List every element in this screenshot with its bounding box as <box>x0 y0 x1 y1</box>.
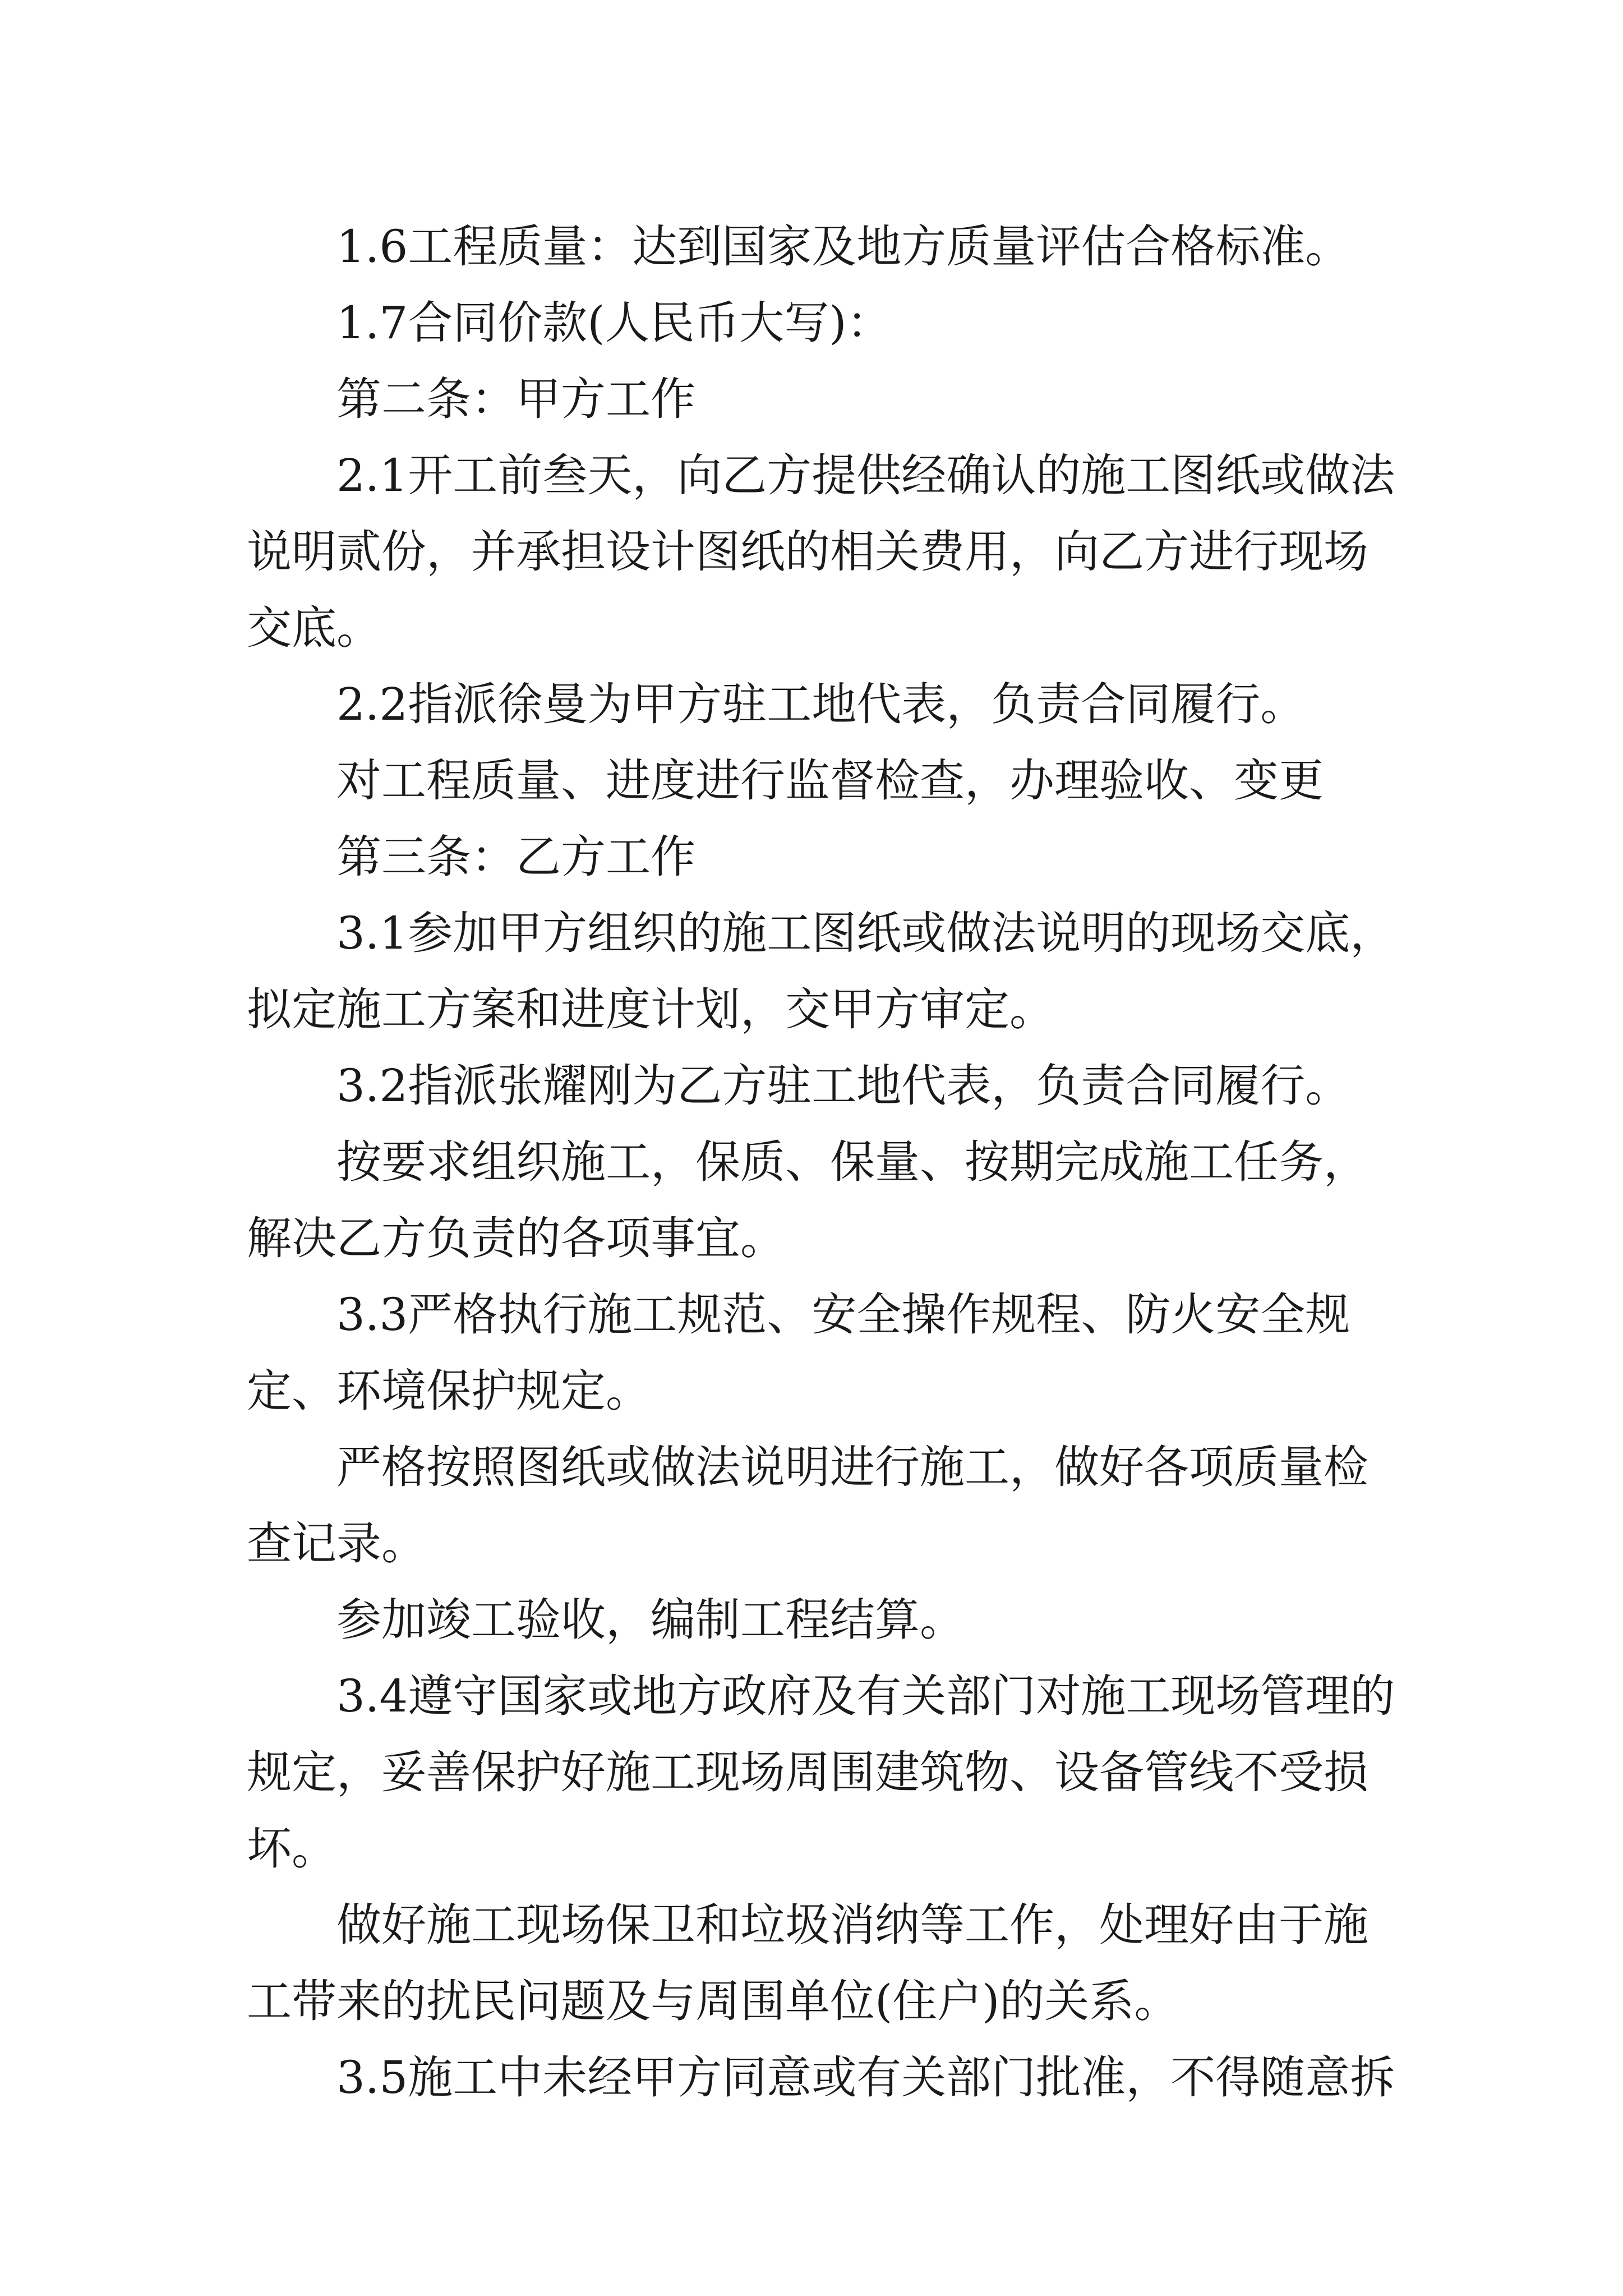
document-body <box>247 209 1402 2116</box>
paragraph-3-1: 3.1参加甲方组织的施工图纸或做法说明的现场交底，拟定施工方案和进度计划，交甲方审定。 <box>247 907 1395 1036</box>
paragraph-1-7-price: 1.7合同价款(人民币大写)： <box>336 297 892 349</box>
paragraph-3-2: 3.2指派张耀刚为乙方驻工地代表，负责合同履行。 <box>336 1060 1350 1112</box>
paragraph-3-2-tasks: 按要求组织施工，保质、保量、按期完成施工任务，解决乙方负责的各项事宜。 <box>247 1136 1368 1264</box>
paragraph-2-2: 2.2指派徐曼为甲方驻工地代表，负责合同履行。 <box>336 678 1306 730</box>
paragraph-2-2-supervision: 对工程质量、进度进行监督检查，办理验收、变更 <box>336 754 1324 807</box>
paragraph-3-5: 3.5施工中未经甲方同意或有关部门批准，不得随意拆 <box>336 2051 1395 2104</box>
paragraph-2-1: 2.1开工前叁天，向乙方提供经确认的施工图纸或做法说明贰份，并承担设计图纸的相关费用，向乙方进行现场交底。 <box>247 449 1395 654</box>
paragraph-3-4: 3.4遵守国家或地方政府及有关部门对施工现场管理的规定，妥善保护好施工现场周围建筑物、设备管线不受损坏。 <box>247 1670 1395 1875</box>
paragraph-3-3-records: 严格按照图纸或做法说明进行施工，做好各项质量检查记录。 <box>247 1441 1368 1570</box>
paragraph-3-4-site: 做好施工现场保卫和垃圾消纳等工作，处理好由于施工带来的扰民问题及与周围单位(住户)的关系。 <box>247 1899 1368 2027</box>
heading-article-2: 第二条：甲方工作 <box>336 373 695 425</box>
paragraph-3-3: 3.3严格执行施工规范、安全操作规程、防火安全规定、环境保护规定。 <box>247 1289 1350 1417</box>
paragraph-1-6-quality: 1.6工程质量：达到国家及地方质量评估合格标准。 <box>336 220 1350 273</box>
paragraph-3-3-acceptance: 参加竣工验收，编制工程结算。 <box>336 1594 965 1646</box>
heading-article-3: 第三条：乙方工作 <box>336 831 695 883</box>
